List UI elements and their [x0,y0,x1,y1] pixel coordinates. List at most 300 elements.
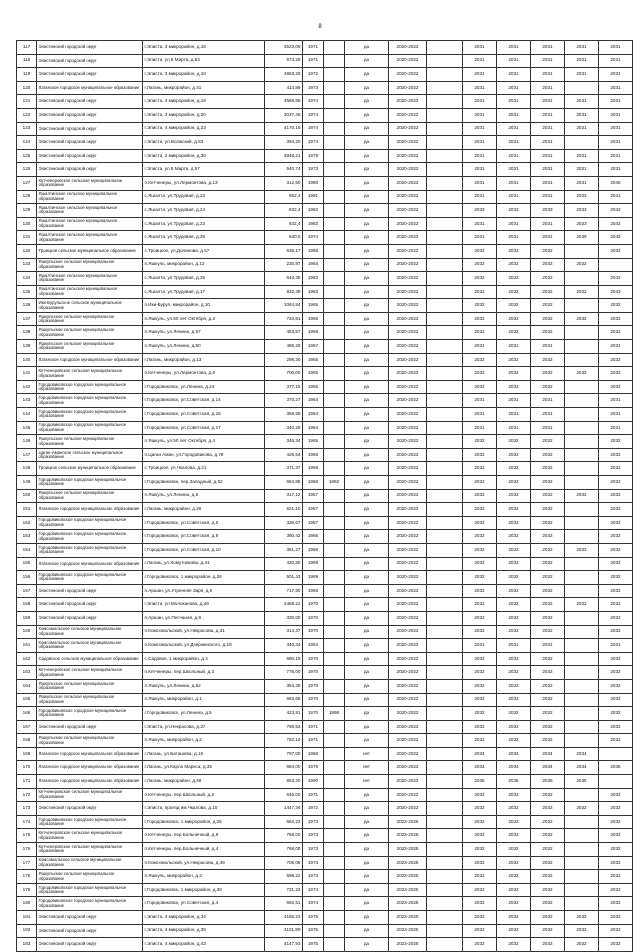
cell-year-1: 2032 [463,489,497,503]
cell-area: 717,90 [265,584,303,598]
cell-year-3: 2032 [531,625,565,639]
cell-address: г.Элиста, ул.8 Марта, д.63 [143,54,265,68]
cell-repair-year [324,231,345,245]
table-row [17,870,633,884]
cell-area: 354,36 [265,679,303,693]
cell-build-year: 1983 [303,285,324,299]
cell-empty [427,571,463,585]
cell-year-5 [599,775,633,789]
cell-year-5: 2042 [599,204,633,218]
cell-municipality: Элистинский городской округ [37,924,143,938]
cell-year-2: 2031 [497,408,531,422]
table-row [17,571,633,585]
cell-empty [427,530,463,544]
cell-period: 2020-2022 [389,54,427,68]
cell-row-number: 148 [17,462,37,476]
cell-row-number: 125 [17,149,37,163]
table-row [17,938,633,952]
cell-address: г.Городовиковск, ул.Ленина, д.5 [143,707,265,721]
cell-year-5: 2040 [599,176,633,190]
cell-year-5: 2032 [599,815,633,829]
cell-empty [427,435,463,449]
cell-period: 2020-2022 [389,95,427,109]
cell-build-year: 1965 [303,299,324,313]
cell-period: 2020-2022 [389,312,427,326]
cell-repair-year [324,380,345,394]
cell-year-1: 2032 [463,693,497,707]
cell-build-year: 1984 [303,258,324,272]
cell-area: 371,37 [265,462,303,476]
cell-flag: да [345,367,389,381]
cell-year-2: 2032 [497,462,531,476]
cell-year-2: 2031 [497,231,531,245]
cell-period: 2020-2022 [389,408,427,422]
cell-year-4 [565,584,599,598]
cell-row-number: 133 [17,258,37,272]
cell-year-1: 2032 [463,911,497,925]
cell-build-year: 1970 [303,652,324,666]
cell-build-year: 1970 [303,666,324,680]
cell-year-1: 2032 [463,720,497,734]
cell-repair-year [324,720,345,734]
table-row [17,856,633,870]
cell-year-1: 2032 [463,435,497,449]
cell-area: 346,34 [265,435,303,449]
cell-year-1: 2031 [463,176,497,190]
cell-row-number: 157 [17,584,37,598]
cell-build-year: 1971 [303,720,324,734]
cell-flag: да [345,95,389,109]
cell-flag: да [345,870,389,884]
cell-municipality: Комсомольское сельское муниципальное образование [37,856,143,870]
cell-year-4 [565,870,599,884]
cell-year-4 [565,611,599,625]
cell-year-4: 2032 [565,938,599,952]
table-body [17,41,633,952]
cell-flag: да [345,856,389,870]
cell-year-3: 2032 [531,734,565,748]
cell-repair-year [324,176,345,190]
cell-year-1: 2032 [463,652,497,666]
cell-period: 2023-2025 [389,829,427,843]
cell-build-year: 1980 [303,176,324,190]
cell-year-2: 2032 [497,598,531,612]
cell-year-5: 2031 [599,81,633,95]
cell-area: 580,19 [265,652,303,666]
cell-municipality: Элистинский городской округ [37,149,143,163]
cell-build-year: 1966 [303,476,324,490]
cell-address: с.Яшалта, ул.Трудовая, д.23 [143,190,265,204]
cell-period: 2020-2022 [389,394,427,408]
cell-year-3: 2032 [531,788,565,802]
cell-repair-year [324,775,345,789]
table-row [17,54,633,68]
cell-build-year: 1973 [303,163,324,177]
cell-period: 2023-2025 [389,870,427,884]
cell-area: 621,10 [265,503,303,517]
cell-year-4 [565,734,599,748]
cell-year-5: 2032 [599,693,633,707]
cell-repair-year [324,190,345,204]
cell-row-number: 139 [17,340,37,354]
cell-year-3: 2032 [531,571,565,585]
cell-row-number: 131 [17,231,37,245]
cell-empty [427,204,463,218]
cell-period: 2020-2022 [389,353,427,367]
cell-repair-year [324,299,345,313]
cell-year-3: 2032 [531,666,565,680]
cell-municipality: Кетченеровское сельское муниципальное образование [37,843,143,857]
cell-row-number: 174 [17,815,37,829]
cell-area: 314,37 [265,625,303,639]
cell-repair-year [324,95,345,109]
table-row [17,530,633,544]
cell-year-4 [565,448,599,462]
cell-empty [427,54,463,68]
cell-build-year: 1971 [303,788,324,802]
cell-period: 2020-2022 [389,666,427,680]
cell-build-year: 1966 [303,326,324,340]
cell-empty [427,353,463,367]
cell-year-2: 2033 [497,204,531,218]
cell-year-4: 2032 [565,802,599,816]
cell-year-1: 2032 [463,734,497,748]
cell-repair-year [324,272,345,286]
table-row [17,394,633,408]
table-row [17,747,633,761]
cell-address: п.Яшкуль, ул.Ленина, д.62 [143,679,265,693]
cell-year-2: 2032 [497,503,531,517]
cell-year-2: 2031 [497,136,531,150]
cell-year-4: 2031 [565,122,599,136]
cell-year-5: 2032 [599,353,633,367]
cell-repair-year [324,503,345,517]
cell-empty [427,380,463,394]
cell-flag: да [345,802,389,816]
cell-build-year: 1971 [303,41,324,55]
cell-row-number: 160 [17,625,37,639]
cell-build-year: 1968 [303,244,324,258]
cell-municipality: Яшалтинское сельское муниципальное образование [37,285,143,299]
cell-year-1: 2031 [463,136,497,150]
cell-year-2: 2032 [497,734,531,748]
cell-year-1: 2032 [463,666,497,680]
cell-municipality: Элистинский городской округ [37,720,143,734]
cell-year-5: 2032 [599,611,633,625]
cell-row-number: 144 [17,408,37,422]
cell-municipality: Лаганское городское муниципальное образование [37,353,143,367]
cell-flag: да [345,598,389,612]
cell-year-3: 2032 [531,897,565,911]
cell-repair-year [324,435,345,449]
cell-year-4: 2031 [565,149,599,163]
cell-year-2: 2031 [497,163,531,177]
cell-year-2: 2032 [497,843,531,857]
housing-register-table [16,40,633,952]
cell-address: п.Яшкуль, ул.50 лет Октября, д.4 [143,435,265,449]
cell-build-year: 1973 [303,856,324,870]
cell-row-number: 155 [17,557,37,571]
cell-year-5: 2032 [599,802,633,816]
cell-repair-year [324,421,345,435]
cell-year-3: 2032 [531,938,565,952]
cell-repair-year [324,883,345,897]
cell-repair-year [324,462,345,476]
cell-year-5: 2032 [599,829,633,843]
cell-period: 2020-2022 [389,136,427,150]
cell-year-3: 2032 [531,815,565,829]
cell-municipality: Городовиковское городское муниципальное образование [37,543,143,557]
cell-repair-year [324,244,345,258]
cell-empty [427,408,463,422]
cell-year-3: 2032 [531,462,565,476]
cell-build-year: 1974 [303,95,324,109]
cell-area: 752,10 [265,734,303,748]
table-row [17,68,633,82]
cell-year-4 [565,340,599,354]
cell-repair-year [324,897,345,911]
cell-build-year: 1974 [303,108,324,122]
cell-row-number: 172 [17,788,37,802]
cell-repair-year [324,408,345,422]
cell-address: п.Цаган Аман, ул.Городовикова, д.78 [143,448,265,462]
cell-municipality: Яшкульское сельское муниципальное образование [37,258,143,272]
cell-year-4: 2031 [565,176,599,190]
cell-flag: да [345,421,389,435]
cell-municipality: Троицкое сельское муниципальное образование [37,244,143,258]
cell-year-2: 2031 [497,149,531,163]
cell-year-2: 2031 [497,176,531,190]
cell-row-number: 182 [17,924,37,938]
cell-year-5: 2032 [599,720,633,734]
cell-municipality: Ики-Бурульское сельское муниципальное образование [37,299,143,313]
cell-row-number: 183 [17,938,37,952]
table-row [17,829,633,843]
cell-address: г.Городовиковск, 1 микрорайон, д.30 [143,883,265,897]
cell-municipality: Садовское сельское муниципальное образование [37,652,143,666]
cell-flag: да [345,639,389,653]
cell-flag: да [345,557,389,571]
cell-year-5: 2032 [599,380,633,394]
cell-empty [427,462,463,476]
cell-year-2: 2032 [497,693,531,707]
cell-empty [427,557,463,571]
cell-year-4: 2031 [565,41,599,55]
cell-year-1: 2031 [463,149,497,163]
cell-build-year: 1991 [303,190,324,204]
cell-year-1: 2032 [463,611,497,625]
cell-year-5: 2032 [599,584,633,598]
cell-year-5: 2032 [599,543,633,557]
cell-area: 776,00 [265,666,303,680]
cell-area: 3037,46 [265,108,303,122]
cell-year-5: 2031 [599,108,633,122]
table-row [17,122,633,136]
table-row [17,693,633,707]
cell-row-number: 175 [17,829,37,843]
cell-flag: да [345,244,389,258]
cell-repair-year [324,652,345,666]
cell-year-1: 2033 [463,204,497,218]
cell-period: 2020-2022 [389,231,427,245]
table-row [17,272,633,286]
cell-flag: да [345,530,389,544]
cell-year-1: 2031 [463,394,497,408]
cell-flag: да [345,516,389,530]
cell-build-year: 1975 [303,911,324,925]
table-row [17,503,633,517]
cell-year-2: 2031 [497,639,531,653]
cell-year-5: 2032 [599,897,633,911]
cell-address: п.Кетченеры, пер.Школьный, д.3 [143,666,265,680]
cell-address: г.Лагань, микрорайон, д.13 [143,353,265,367]
table-row [17,543,633,557]
cell-year-5: 2031 [599,54,633,68]
cell-year-3: 2032 [531,829,565,843]
cell-municipality: Цаган-Аманское сельское муниципальное образование [37,448,143,462]
cell-empty [427,448,463,462]
cell-address: г.Лагань, микрорайон, д.26 [143,503,265,517]
cell-area: 501,43 [265,571,303,585]
cell-municipality: Городовиковское городское муниципальное образование [37,530,143,544]
cell-year-5: 2032 [599,666,633,680]
cell-build-year: 1975 [303,924,324,938]
cell-period: 2020-2022 [389,340,427,354]
cell-year-3: 2031 [531,217,565,231]
cell-flag: да [345,163,389,177]
cell-year-1: 2031 [463,122,497,136]
cell-year-5: 2031 [599,95,633,109]
cell-address: г.Элиста, проезд им.Чкалова, д.10 [143,802,265,816]
cell-year-2: 2032 [497,720,531,734]
cell-area: 298,30 [265,353,303,367]
cell-year-3: 2032 [531,489,565,503]
cell-year-5: 2032 [599,367,633,381]
cell-empty [427,911,463,925]
cell-build-year: 1969 [303,584,324,598]
cell-empty [427,421,463,435]
cell-address: г.Лагань, ул.Хомутникова, д.41 [143,557,265,571]
cell-municipality: Элистинский городской округ [37,598,143,612]
cell-year-1: 2032 [463,788,497,802]
cell-empty [427,231,463,245]
cell-repair-year [324,557,345,571]
cell-row-number: 170 [17,761,37,775]
cell-year-1: 2032 [463,856,497,870]
table-row [17,815,633,829]
cell-period: 2020-2022 [389,503,427,517]
cell-year-4: 2032 [565,312,599,326]
cell-year-3: 2032 [531,543,565,557]
cell-flag: да [345,666,389,680]
cell-row-number: 167 [17,720,37,734]
cell-year-5: 2032 [599,870,633,884]
cell-municipality: Городовиковское городское муниципальное образование [37,476,143,490]
cell-year-4 [565,244,599,258]
cell-period: 2023-2025 [389,843,427,857]
table-row [17,639,633,653]
cell-empty [427,95,463,109]
cell-year-1: 2031 [463,108,497,122]
cell-year-3: 2031 [531,122,565,136]
cell-year-4: 2032 [565,285,599,299]
cell-flag: нет [345,775,389,789]
cell-year-4: 2034 [565,761,599,775]
cell-year-1: 2032 [463,326,497,340]
cell-build-year: 1965 [303,380,324,394]
cell-municipality: Яшкульское сельское муниципальное образование [37,693,143,707]
cell-flag: да [345,571,389,585]
cell-year-2: 2032 [497,707,531,721]
cell-empty [427,679,463,693]
cell-municipality: Яшалтинское сельское муниципальное образование [37,272,143,286]
cell-repair-year [324,938,345,952]
cell-address: г.Городовиковск, ул.Советская, д.10 [143,543,265,557]
cell-period: 2020-2022 [389,639,427,653]
cell-flag: да [345,285,389,299]
cell-municipality: Лаганское городское муниципальное образование [37,761,143,775]
cell-year-4 [565,136,599,150]
cell-year-4 [565,788,599,802]
table-row [17,231,633,245]
cell-municipality: Элистинский городской округ [37,163,143,177]
cell-year-2: 2032 [497,802,531,816]
cell-year-4 [565,557,599,571]
cell-flag: да [345,435,389,449]
cell-row-number: 164 [17,679,37,693]
table-row [17,380,633,394]
cell-year-3: 2032 [531,435,565,449]
cell-year-4: 2032 [565,911,599,925]
cell-municipality: Городовиковское городское муниципальное образование [37,571,143,585]
cell-area: 426,54 [265,448,303,462]
cell-year-4 [565,462,599,476]
cell-year-2: 2032 [497,897,531,911]
cell-area: 708,08 [265,856,303,870]
cell-address: с.Садовое, 1 микрорайон, д.4 [143,652,265,666]
cell-year-2: 2032 [497,435,531,449]
cell-address: г.Элиста, ул.8 Марта, д.57 [143,163,265,177]
cell-build-year: 1974 [303,883,324,897]
cell-period: 2020-2022 [389,108,427,122]
cell-year-1: 2032 [463,598,497,612]
cell-area: 336,67 [265,516,303,530]
cell-empty [427,108,463,122]
cell-municipality: Элистинский городской округ [37,54,143,68]
cell-municipality: Элистинский городской округ [37,108,143,122]
cell-address: с.Яшалта, ул.Трудовая, д.26 [143,231,265,245]
table-row [17,788,633,802]
cell-build-year: 1971 [303,734,324,748]
cell-municipality: Лаганское городское муниципальное образование [37,503,143,517]
cell-flag: да [345,462,389,476]
cell-period: 2020-2022 [389,625,427,639]
cell-year-3: 2032 [531,870,565,884]
cell-year-2: 2032 [497,870,531,884]
cell-flag: да [345,380,389,394]
cell-flag: да [345,652,389,666]
cell-year-3: 2031 [531,394,565,408]
cell-address: п.Аршан, ул.Утренняя Заря, д.6 [143,584,265,598]
cell-period: 2020-2022 [389,421,427,435]
cell-year-3: 2031 [531,108,565,122]
cell-period: 2020-2022 [389,557,427,571]
cell-repair-year [324,815,345,829]
cell-year-5: 2032 [599,557,633,571]
cell-municipality: Кетченеровское сельское муниципальное образование [37,367,143,381]
cell-repair-year [324,54,345,68]
cell-flag: да [345,584,389,598]
